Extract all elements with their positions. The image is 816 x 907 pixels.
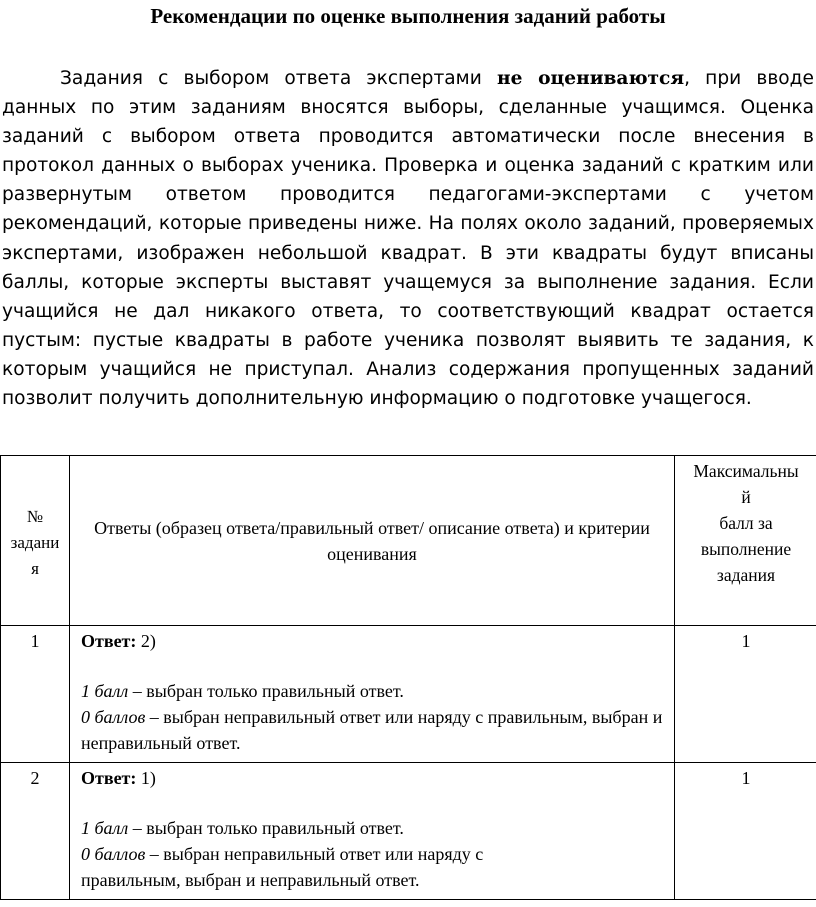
header-task-number [1, 456, 70, 626]
answer-line [81, 628, 668, 654]
criterion-text: – выбран только правильный ответ. [128, 818, 404, 838]
criterion-text: – выбран неправильный ответ или наряду с правильным, выбран и неправильный ответ. [81, 707, 663, 753]
answer-value: 1) [136, 768, 156, 788]
table-row [1, 626, 816, 763]
table-header-row [1, 456, 816, 626]
header-max-score: Максимальны й балл за выполнение задания [675, 456, 816, 626]
max-score-cell: 1 [675, 626, 816, 763]
header-task-number-label: № задани я [10, 506, 60, 578]
criterion-score: 1 балл [81, 818, 129, 838]
criterion-line [81, 678, 668, 704]
intro-emphasis: не оцениваются [496, 68, 685, 89]
criteria-table [0, 455, 816, 900]
answer-cell [70, 763, 675, 900]
intro-paragraph [2, 64, 814, 413]
answer-line [81, 765, 668, 791]
document-title: Рекомендации по оценке выполнения заданий работы [150, 4, 666, 28]
criterion-score: 0 баллов [81, 707, 146, 727]
criterion-text: – выбран только правильный ответ. [128, 681, 404, 701]
criterion-score: 0 баллов [81, 844, 146, 864]
criterion-line [81, 704, 668, 756]
task-number-cell: 1 [1, 626, 70, 763]
table-row [1, 763, 816, 900]
criterion-line [81, 815, 668, 841]
intro-text-start: Задания с выбором ответа экспертами [60, 68, 497, 89]
criterion-score: 1 балл [81, 681, 129, 701]
header-answers: Ответы (образец ответа/правильный ответ/ описание ответа) и критерии оценивания [70, 456, 675, 626]
task-number-cell: 2 [1, 763, 70, 900]
max-score-cell: 1 [675, 763, 816, 900]
answer-cell [70, 626, 675, 763]
answer-label: Ответ: [81, 631, 137, 651]
answer-value: 2) [136, 631, 156, 651]
criterion-line [81, 841, 668, 893]
criterion-text: – выбран неправильный ответ или наряду с правильным, выбран и неправильный ответ. [81, 844, 484, 890]
answer-label: Ответ: [81, 768, 137, 788]
intro-text-rest: , при вводе данных по этим заданиям вносятся выборы, сделанные учащимся. Оценка заданий с выбором ответа проводится автоматически после внесения в протокол данных о выборах ученика. Проверка и оценка заданий с кратким или развернутым ответом проводится педагогами-экспертами с учетом рекомендаций, которые приведены ниже. На полях около заданий, проверяемых экспертами, изображен небольшой квадрат. В эти квадраты будут вписаны баллы, которые эксперты выставят учащемуся за выполнение задания. Если учащийся не дал никакого ответа, то соответствующий квадрат остается пустым: пустые квадраты в работе ученика позволят выявить те задания, к которым учащийся не приступал. Анализ содержания пропущенных заданий позволит получить дополнительную информацию о подготовке учащегося. [2, 68, 814, 410]
